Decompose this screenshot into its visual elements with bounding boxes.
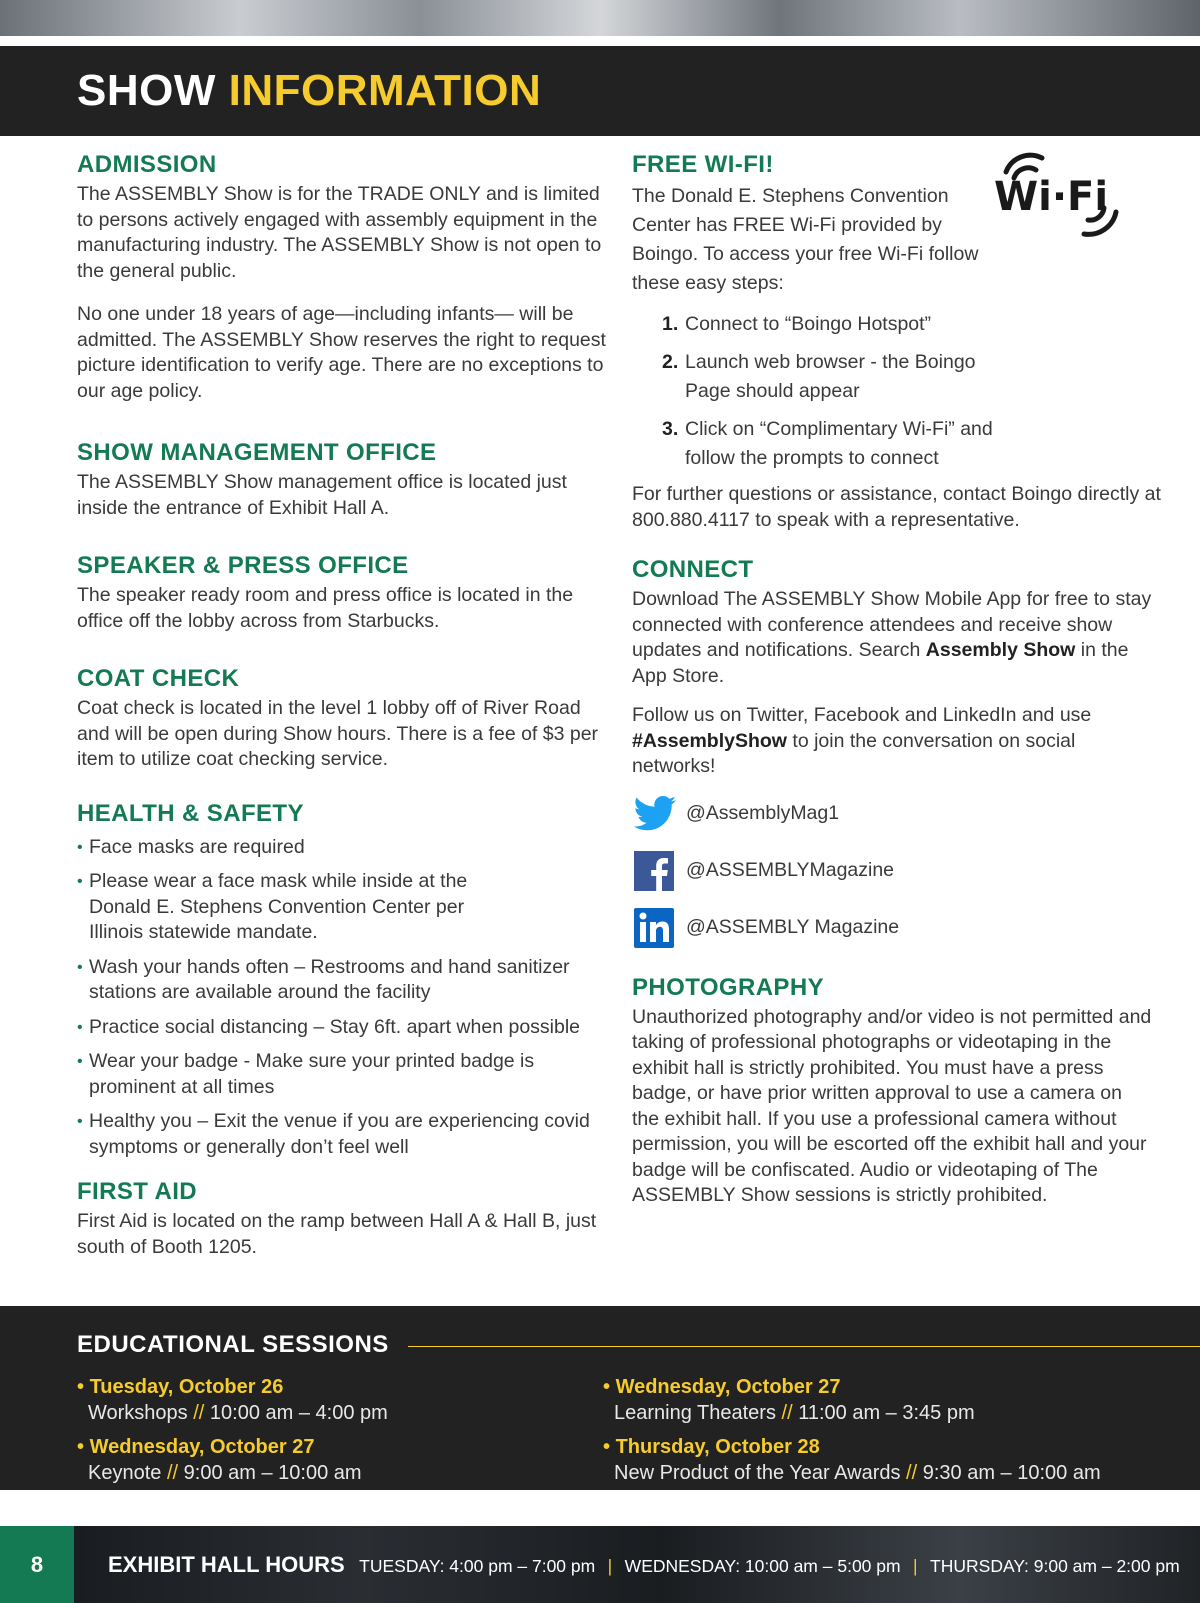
first-aid-paragraph: First Aid is located on the ramp between Hall A & Hall B, just south of Booth 1205. bbox=[77, 1210, 597, 1258]
session-time: 9:30 am – 10:00 am bbox=[922, 1462, 1101, 1484]
slash-separator: // bbox=[906, 1462, 918, 1484]
step-text: Click on “Complimentary Wi-Fi” and follow the prompts to connect bbox=[685, 418, 993, 469]
speaker-heading: SPEAKER & PRESS OFFICE bbox=[77, 552, 409, 579]
health-heading: HEALTH & SAFETY bbox=[77, 799, 304, 827]
hours-slot: THURSDAY: 9:00 am – 2:00 pm bbox=[930, 1556, 1180, 1576]
social-twitter[interactable] bbox=[632, 792, 1162, 836]
photography-heading: PHOTOGRAPHY bbox=[632, 973, 824, 1001]
educational-sessions-heading: EDUCATIONAL SESSIONS bbox=[77, 1331, 389, 1358]
admission-heading: ADMISSION bbox=[77, 151, 217, 178]
list-item bbox=[662, 310, 1162, 339]
hours-slot: WEDNESDAY: 10:00 am – 5:00 pm bbox=[624, 1556, 901, 1576]
management-paragraph: The ASSEMBLY Show management office is located just inside the entrance of Exhibit Hall A. bbox=[77, 471, 567, 519]
social-facebook[interactable] bbox=[632, 849, 1162, 893]
page-title bbox=[77, 66, 541, 116]
hours-slot: TUESDAY: 4:00 pm – 7:00 pm bbox=[359, 1556, 596, 1576]
list-item bbox=[662, 415, 1162, 473]
header-band bbox=[0, 46, 1200, 136]
hours-separator: | bbox=[607, 1556, 613, 1576]
svg-text:Wi·Fi: Wi·Fi bbox=[994, 174, 1109, 220]
session-detail bbox=[603, 1460, 1183, 1486]
heading-divider bbox=[408, 1346, 1200, 1347]
social-linkedin[interactable] bbox=[632, 906, 1162, 950]
step-text: Connect to “Boingo Hotspot” bbox=[685, 313, 932, 335]
wifi-outro: For further questions or assistance, contact Boingo directly at 800.880.4117 to speak with a representative. bbox=[632, 483, 1161, 531]
session-day: • Wednesday, October 27 bbox=[603, 1374, 1123, 1400]
session-event: New Product of the Year Awards bbox=[614, 1462, 901, 1484]
wifi-steps bbox=[662, 310, 1162, 473]
session-detail bbox=[77, 1460, 597, 1486]
photography-paragraph: Unauthorized photography and/or video is not permitted and taking of professional photographs or videotaping in the exhibit hall is strictly prohibited. You must have a press badge, or have prior written approval to use a camera on the exhibit hall. If you use a professional camera without permission, you will be escorted off the exhibit hall and your badge will be confiscated. Audio or videotaping of The ASSEMBLY Show sessions is strictly prohibited. bbox=[632, 1005, 1152, 1206]
session-detail bbox=[603, 1400, 1123, 1426]
health-section bbox=[77, 799, 607, 1161]
management-heading: SHOW MANAGEMENT OFFICE bbox=[77, 439, 437, 466]
photography-section bbox=[632, 973, 1162, 1209]
speaker-paragraph: The speaker ready room and press office is located in the office off the lobby across from Starbucks. bbox=[77, 584, 574, 632]
session-item bbox=[77, 1434, 597, 1486]
exhibit-hall-hours-label: EXHIBIT HALL HOURS bbox=[108, 1552, 345, 1577]
admission-section bbox=[77, 150, 607, 404]
session-event: Keynote bbox=[88, 1462, 162, 1484]
slash-separator: // bbox=[781, 1402, 793, 1424]
session-item bbox=[603, 1434, 1183, 1486]
session-item bbox=[603, 1374, 1123, 1426]
left-column bbox=[77, 150, 607, 1260]
connect-text: Download The ASSEMBLY Show Mobile App for free to stay connected with conference attendees and receive show updates and notifications. Search bbox=[632, 588, 1152, 661]
twitter-icon bbox=[632, 792, 678, 836]
wifi-heading: FREE WI-FI! bbox=[632, 151, 774, 178]
session-day: • Wednesday, October 27 bbox=[77, 1434, 597, 1460]
step-text: Launch web browser - the Boingo Page should appear bbox=[685, 351, 976, 402]
top-photo-strip bbox=[0, 0, 1200, 40]
session-event: Workshops bbox=[88, 1402, 188, 1424]
health-list bbox=[77, 835, 607, 1161]
coat-paragraph: Coat check is located in the level 1 lobby off of River Road and will be open during Show hours. There is a fee of $3 per item to utilize coat checking service. bbox=[77, 697, 599, 770]
management-section bbox=[77, 438, 607, 521]
list-item: • Healthy you – Exit the venue if you are experiencing covid symptoms or generally don’t feel well bbox=[77, 1109, 607, 1160]
admission-paragraph-2: No one under 18 years of age—including infants— will be admitted. The ASSEMBLY Show reserves the right to request picture identification to verify age. There are no exceptions to our age policy. bbox=[77, 303, 606, 402]
coat-heading: COAT CHECK bbox=[77, 665, 240, 692]
connect-heading: CONNECT bbox=[632, 556, 754, 583]
step-number: 2. bbox=[662, 351, 679, 373]
list-item: • Wash your hands often – Restrooms and hand sanitizer stations are available around the facility bbox=[77, 955, 607, 1006]
connect-paragraph-1 bbox=[632, 587, 1162, 689]
coat-section bbox=[77, 664, 607, 773]
page-title-part-1: SHOW bbox=[77, 66, 216, 115]
list-item: • Wear your badge - Make sure your printed badge is prominent at all times bbox=[77, 1049, 557, 1100]
wifi-intro: The Donald E. Stephens Convention Center has FREE Wi-Fi provided by Boingo. To access your free Wi-Fi follow these easy steps: bbox=[632, 185, 979, 294]
slash-separator: // bbox=[193, 1402, 205, 1424]
connect-text: in the App Store. bbox=[632, 639, 1129, 687]
list-item: • Please wear a face mask while inside at the Donald E. Stephens Convention Center per Illinois statewide mandate. bbox=[77, 869, 477, 946]
connect-text: Follow us on Twitter, Facebook and LinkedIn and use bbox=[632, 704, 1092, 726]
page-number: 8 bbox=[0, 1526, 74, 1603]
connect-paragraph-2 bbox=[632, 703, 1162, 780]
session-event: Learning Theaters bbox=[614, 1402, 776, 1424]
slash-separator: // bbox=[166, 1462, 179, 1484]
facebook-icon bbox=[632, 849, 678, 893]
session-day: • Tuesday, October 26 bbox=[77, 1374, 597, 1400]
session-time: 11:00 am – 3:45 pm bbox=[798, 1402, 975, 1424]
connect-search-term: Assembly Show bbox=[925, 639, 1076, 661]
right-column bbox=[632, 150, 1162, 1209]
linkedin-icon bbox=[632, 906, 678, 950]
linkedin-handle: @ASSEMBLY Magazine bbox=[686, 916, 900, 938]
session-item bbox=[77, 1374, 597, 1426]
facebook-handle: @ASSEMBLYMagazine bbox=[686, 859, 895, 881]
step-number: 3. bbox=[662, 418, 679, 440]
exhibit-hall-hours bbox=[108, 1526, 1180, 1603]
educational-sessions-band bbox=[0, 1306, 1200, 1490]
speaker-section bbox=[77, 551, 607, 634]
twitter-handle: @AssemblyMag1 bbox=[686, 802, 840, 824]
hashtag: #AssemblyShow bbox=[632, 729, 787, 752]
list-item bbox=[662, 348, 1162, 406]
session-detail bbox=[77, 1400, 597, 1426]
connect-text: to join the conversation on social networks! bbox=[632, 729, 1076, 777]
hours-separator: | bbox=[913, 1556, 918, 1576]
wifi-section bbox=[632, 150, 1162, 533]
list-item: • Practice social distancing – Stay 6ft. apart when possible bbox=[77, 1015, 607, 1041]
wifi-logo-icon bbox=[992, 150, 1122, 250]
list-item: • Face masks are required bbox=[77, 835, 607, 861]
session-time: 10:00 am – 4:00 pm bbox=[209, 1402, 388, 1424]
first-aid-heading: FIRST AID bbox=[77, 1178, 198, 1205]
footer bbox=[0, 1526, 1200, 1603]
session-day: • Thursday, October 28 bbox=[603, 1434, 1183, 1460]
admission-paragraph-1: The ASSEMBLY Show is for the TRADE ONLY and is limited to persons actively engaged with assembly equipment in the manufacturing industry. The ASSEMBLY Show is not open to the general public. bbox=[77, 183, 602, 282]
session-time: 9:00 am – 10:00 am bbox=[183, 1462, 362, 1484]
connect-section bbox=[632, 555, 1162, 950]
first-aid-section bbox=[77, 1177, 607, 1260]
footer-divider bbox=[0, 1517, 1200, 1526]
step-number: 1. bbox=[662, 313, 679, 335]
page-title-part-2: INFORMATION bbox=[228, 66, 542, 115]
